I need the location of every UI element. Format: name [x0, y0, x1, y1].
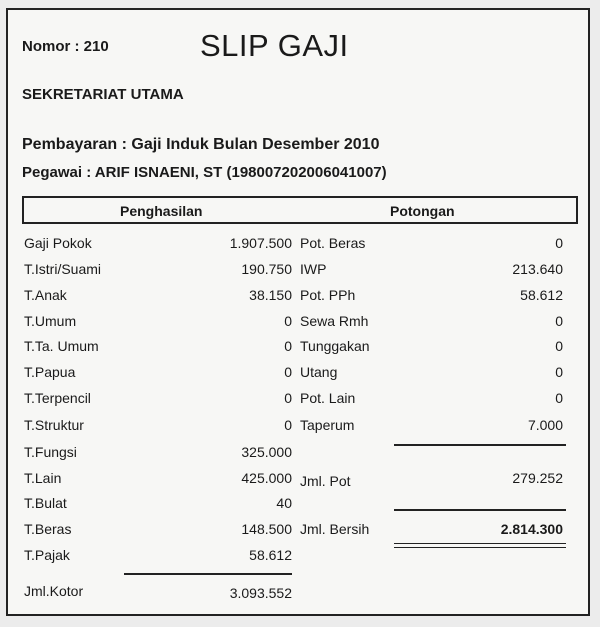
income-value: 148.500 — [241, 521, 292, 537]
income-label: T.Istri/Suami — [24, 261, 102, 277]
deduction-label: Utang — [300, 364, 338, 380]
salary-slip — [6, 8, 590, 616]
deduction-total-label: Jml. Pot — [300, 473, 351, 489]
income-value: 0 — [284, 364, 292, 380]
deduction-value: 58.612 — [520, 287, 563, 303]
deduction-total-rule — [394, 444, 566, 446]
income-total-rule — [124, 573, 292, 575]
income-value: 40 — [276, 495, 292, 511]
income-value: 325.000 — [241, 444, 292, 460]
deduction-label: Tunggakan — [300, 338, 370, 354]
deduction-label: Pot. PPh — [300, 287, 356, 303]
income-label: T.Struktur — [24, 417, 84, 433]
income-value: 1.907.500 — [229, 235, 292, 251]
deduction-value: 0 — [555, 364, 563, 380]
net-double-rule-bottom — [394, 547, 566, 548]
income-column-header: Penghasilan — [120, 203, 203, 219]
slip-number: Nomor : 210 — [22, 38, 109, 55]
income-label: T.Fungsi — [24, 444, 77, 460]
income-label: T.Papua — [24, 364, 76, 380]
income-value: 0 — [284, 417, 292, 433]
deduction-value: 0 — [555, 235, 563, 251]
deduction-label: Pot. Beras — [300, 235, 366, 251]
net-rule — [394, 509, 566, 511]
income-label: T.Beras — [24, 521, 72, 537]
income-label: T.Terpencil — [24, 390, 91, 406]
income-value: 38.150 — [249, 287, 292, 303]
income-label: T.Anak — [24, 287, 67, 303]
deduction-value: 0 — [555, 313, 563, 329]
deduction-value: 0 — [555, 390, 563, 406]
income-value: 0 — [284, 338, 292, 354]
employee-info: Pegawai : ARIF ISNAENI, ST (198007202006041007) — [22, 164, 387, 181]
income-value: 190.750 — [241, 261, 292, 277]
deduction-label: IWP — [300, 261, 327, 277]
column-header-box — [22, 196, 578, 224]
deduction-column-header: Potongan — [390, 203, 455, 219]
income-label: T.Ta. Umum — [24, 338, 99, 354]
office-name: SEKRETARIAT UTAMA — [22, 86, 184, 103]
net-double-rule-top — [394, 543, 566, 544]
income-value: 58.612 — [249, 547, 292, 563]
income-label: T.Pajak — [24, 547, 70, 563]
income-label: T.Lain — [24, 470, 62, 486]
income-label: Gaji Pokok — [24, 235, 92, 251]
deduction-label: Sewa Rmh — [300, 313, 369, 329]
deduction-label: Taperum — [300, 417, 355, 433]
income-value: 0 — [284, 313, 292, 329]
deduction-value: 7.000 — [527, 417, 563, 433]
deduction-label: Pot. Lain — [300, 390, 356, 406]
income-value: 425.000 — [241, 470, 292, 486]
gross-total-value: 3.093.552 — [229, 585, 292, 601]
deduction-value: 0 — [555, 338, 563, 354]
deduction-total-value: 279.252 — [512, 470, 563, 486]
net-total-value: 2.814.300 — [500, 521, 563, 537]
income-label: T.Bulat — [24, 495, 67, 511]
slip-title: SLIP GAJI — [200, 28, 349, 63]
income-value: 0 — [284, 390, 292, 406]
gross-total-label: Jml.Kotor — [24, 583, 84, 599]
net-total-label: Jml. Bersih — [300, 521, 370, 537]
payment-description: Pembayaran : Gaji Induk Bulan Desember 2010 — [22, 136, 380, 153]
deduction-value: 213.640 — [512, 261, 563, 277]
income-label: T.Umum — [24, 313, 77, 329]
